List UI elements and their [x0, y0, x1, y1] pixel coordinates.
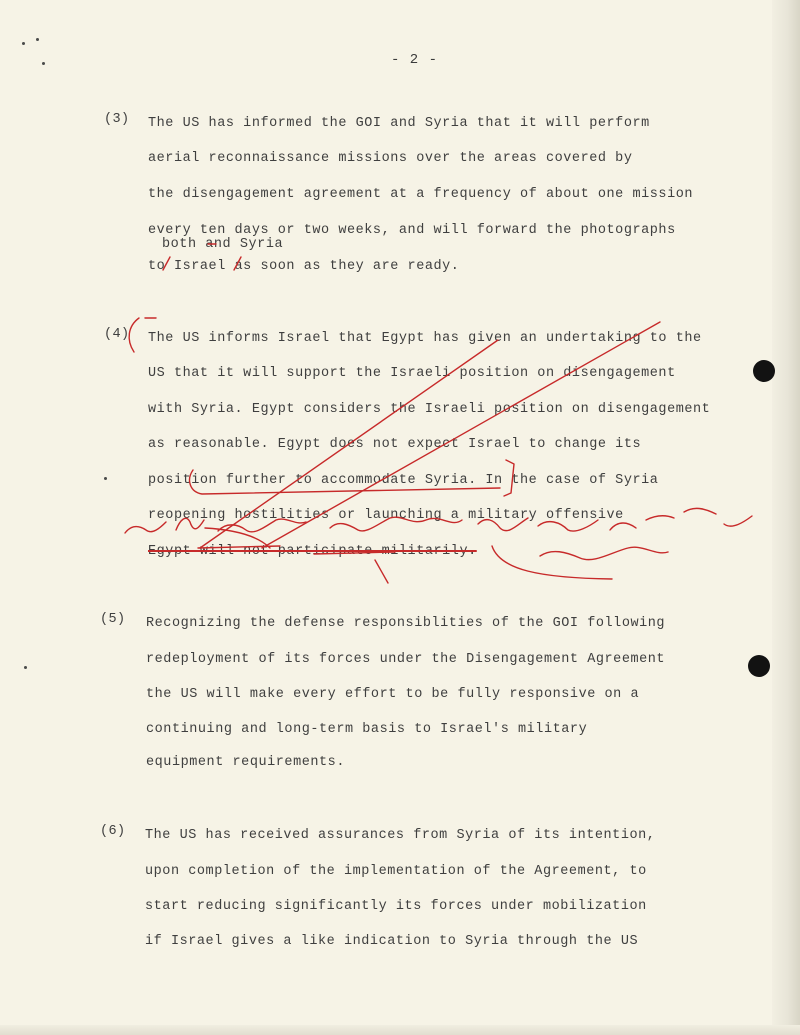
paragraph-number-5: (5): [100, 612, 126, 627]
paragraph-3-line-1: The US has informed the GOI and Syria that it will perform: [148, 116, 650, 131]
paragraph-3-line-4: every ten days or two weeks, and will forward the photographs: [148, 223, 676, 238]
page-edge-shadow: [772, 0, 800, 1035]
paragraph-6-line-3: start reducing significantly its forces under mobilization: [145, 899, 647, 914]
paragraph-4-line-1: The US informs Israel that Egypt has given an undertaking to the: [148, 331, 702, 346]
binder-hole-bottom: [748, 655, 770, 677]
paragraph-5-line-2: redeployment of its forces under the Disengagement Agreement: [146, 652, 666, 667]
paragraph-5-line-1: Recognizing the defense responsiblities of the GOI following: [146, 616, 666, 631]
paragraph-3-line-3: the disengagement agreement at a frequency of about one mission: [148, 187, 694, 202]
paragraph-number-3: (3): [104, 112, 130, 127]
paragraph-4-line-6: reopening hostilities or launching a military offensive: [148, 508, 624, 523]
speck: [42, 62, 45, 65]
paragraph-number-6: (6): [100, 824, 126, 839]
paragraph-6-line-4: if Israel gives a like indication to Syria through the US: [145, 934, 639, 949]
page-number: - 2 -: [391, 52, 439, 68]
binder-hole-top: [753, 360, 775, 382]
speck: [24, 666, 27, 669]
paragraph-4-line-2: US that it will support the Israeli position on disengagement: [148, 366, 676, 381]
paragraph-5-line-3: the US will make every effort to be fully responsive on a: [146, 687, 640, 702]
paragraph-6-line-1: The US has received assurances from Syria of its intention,: [145, 828, 656, 843]
paragraph-5-line-4: continuing and long-term basis to Israel's military: [146, 722, 588, 737]
paragraph-3-line-2: aerial reconnaissance missions over the areas covered by: [148, 151, 633, 166]
paragraph-3-insertion: both and Syria: [162, 237, 284, 252]
speck: [104, 477, 107, 480]
paragraph-number-4: (4): [104, 327, 130, 342]
paragraph-4-line-7: Egypt will not participate militarily.: [148, 544, 477, 559]
speck: [36, 38, 39, 41]
speck: [22, 42, 25, 45]
paragraph-5-line-5: equipment requirements.: [146, 755, 345, 770]
paragraph-4-line-5: position further to accommodate Syria. In the case of Syria: [148, 473, 659, 488]
paragraph-3-line-5: to Israel as soon as they are ready.: [148, 259, 460, 274]
paragraph-4-line-3: with Syria. Egypt considers the Israeli position on disengagement: [148, 402, 711, 417]
paragraph-4-line-4: as reasonable. Egypt does not expect Israel to change its: [148, 437, 642, 452]
page-bottom-edge: [0, 1025, 800, 1035]
paragraph-6-line-2: upon completion of the implementation of the Agreement, to: [145, 864, 647, 879]
